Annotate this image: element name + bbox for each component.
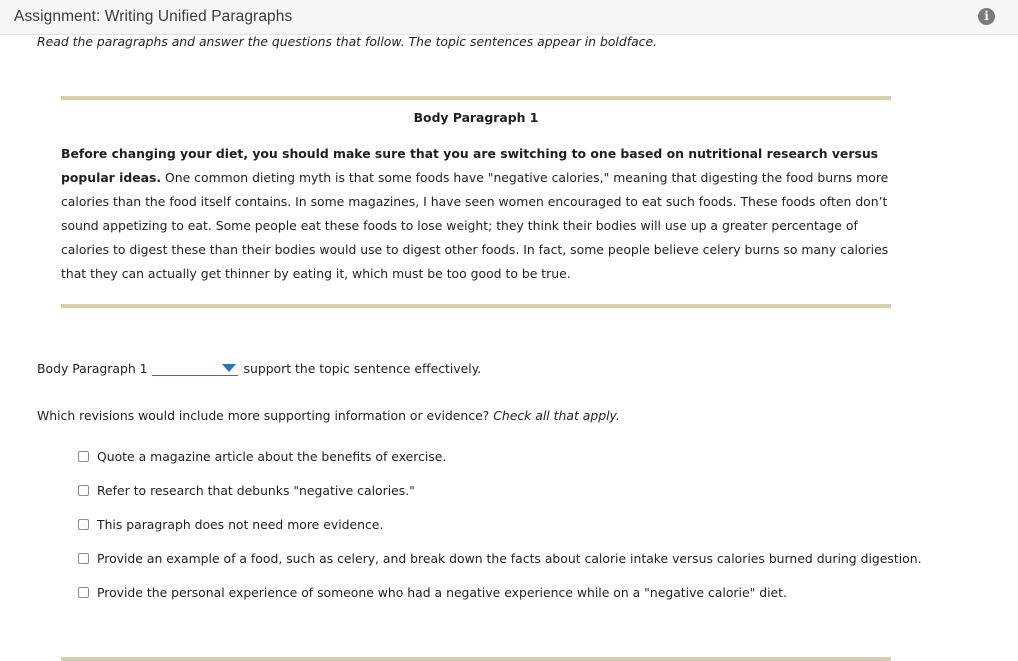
option-checkbox[interactable] — [78, 485, 89, 496]
option-label: Quote a magazine article about the benefits of exercise. — [97, 449, 447, 464]
chevron-down-icon — [222, 364, 236, 372]
answer-option[interactable] — [78, 517, 383, 532]
top-divider — [61, 96, 891, 100]
dropdown-suffix: support the topic sentence effectively. — [243, 361, 482, 376]
option-label: This paragraph does not need more evidence. — [97, 517, 384, 532]
dropdown-prefix: Body Paragraph 1 — [37, 361, 148, 376]
option-checkbox[interactable] — [78, 587, 89, 598]
option-checkbox[interactable] — [78, 519, 89, 530]
assignment-header — [0, 0, 1018, 35]
option-label: Provide an example of a food, such as celery, and break down the facts about calorie intake versus calories burned during digestion. — [97, 551, 922, 566]
question-hint: Check all that apply. — [493, 408, 620, 423]
assignment-title: Assignment: Writing Unified Paragraphs — [14, 8, 293, 25]
instructions-text: Read the paragraphs and answer the questions that follow. The topic sentences appear in boldface. — [37, 34, 658, 49]
question-text: Which revisions would include more supporting information or evidence? — [37, 408, 494, 423]
answer-option[interactable] — [78, 585, 787, 600]
checkbox-question — [37, 408, 620, 423]
answer-option[interactable] — [78, 483, 415, 498]
bottom-divider — [61, 304, 891, 308]
answer-option[interactable] — [78, 449, 446, 464]
dropdown-question — [37, 360, 481, 376]
paragraph-support-text: One common dieting myth is that some foods have "negative calories," meaning that digesting the food burns more calories than the food itself contains. In some magazines, I have seen women encouraged to eat such foods. These foods often don’t sound appetizing to eat. Some people eat these foods to lose weight; they think their bodies will use up a greater percentage of calories to digest these than their bodies would use to digest other foods. In fact, some people believe celery burns so many calories that they can actually get thinner by eating it, which must be too good to be true. — [61, 170, 889, 281]
info-icon[interactable]: i — [978, 8, 995, 25]
answer-option[interactable] — [78, 551, 922, 566]
topic-sentence: Before changing your diet, you should make sure that you are switching to one based on nutritional research versus popular ideas. — [61, 146, 879, 185]
option-label: Provide the personal experience of someone who had a negative experience while on a "negative calorie" diet. — [97, 585, 787, 600]
answer-dropdown[interactable] — [152, 360, 238, 376]
option-checkbox[interactable] — [78, 451, 89, 462]
option-label: Refer to research that debunks "negative calories." — [97, 483, 415, 498]
footer-divider — [61, 657, 891, 661]
paragraph-heading: Body Paragraph 1 — [413, 110, 539, 125]
paragraph-body — [61, 142, 893, 286]
option-checkbox[interactable] — [78, 553, 89, 564]
